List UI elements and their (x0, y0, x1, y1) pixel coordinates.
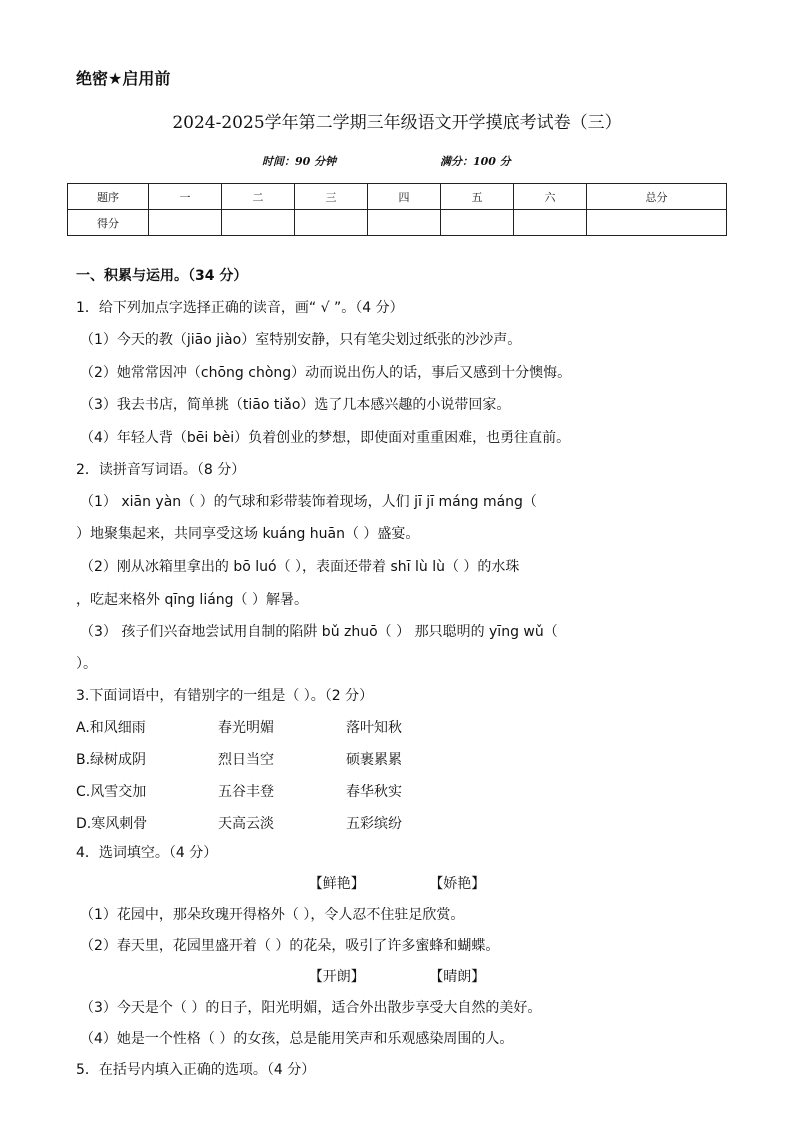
word-choice: 【鲜艳】 (308, 876, 365, 892)
question-line: （1）花园中，那朵玫瑰开得格外（ ），令人忍不住驻足欣赏。 (80, 907, 465, 923)
question-line: （2）刚从冰箱里拿出的 bō luó（ ），表面还带着 shī lù lù（ ）的水珠 (80, 559, 520, 575)
question-line: （2）春天里，花园里盛开着（ ）的花朵，吸引了许多蜜蜂和蝴蝶。 (80, 938, 500, 954)
question-stem: 3.下面词语中，有错别字的一组是（ ）。（2 分） (76, 688, 374, 704)
question-line: ）地聚集起来，共同享受这场 kuáng huān（ ）盛宴。 (76, 526, 420, 542)
word-choices (0, 966, 794, 986)
confidential-label: 绝密★启用前 (76, 69, 171, 88)
table-cell: 五 (441, 184, 514, 210)
score-input-cell[interactable] (587, 210, 727, 236)
question-item: （2）她常常因冲（chōng chòng）动而说出伤人的话，事后又感到十分懊悔。 (80, 365, 572, 381)
question-stem: 2．读拼音写词语。（8 分） (76, 462, 246, 478)
score-table-header-row (68, 184, 727, 210)
option-word: 五彩缤纷 (346, 816, 402, 832)
word-choices (0, 873, 794, 893)
score-input-cell[interactable] (514, 210, 587, 236)
option-word: 硕裹累累 (346, 752, 402, 768)
option-word: 五谷丰登 (218, 784, 274, 800)
question-line: （3） 孩子们兴奋地尝试用自制的陷阱 bǔ zhuō（ ） 那只聪明的 yīng wǔ（ (80, 624, 558, 640)
word-choice: 【开朗】 (308, 969, 365, 985)
option-label: D.寒风刺骨 (76, 816, 148, 832)
score-table (67, 183, 727, 236)
question-line: ）。 (76, 656, 97, 672)
table-cell: 三 (295, 184, 368, 210)
question-item: （3）我去书店，简单挑（tiāo tiǎo）选了几本感兴趣的小说带回家。 (80, 397, 511, 413)
question-item: （4）年轻人背（bēi bèi）负着创业的梦想，即使面对重重困难，也勇往直前。 (80, 430, 571, 446)
question-stem: 1．给下列加点字选择正确的读音，画“ √ ”。（4 分） (76, 300, 404, 316)
score-input-cell[interactable] (295, 210, 368, 236)
table-cell: 四 (368, 184, 441, 210)
question-item: （1）今天的教（jiāo jiào）室特别安静，只有笔尖划过纸张的沙沙声。 (80, 332, 522, 348)
exam-time: 时间：90 分钟 (262, 155, 337, 168)
option-word: 春华秋实 (346, 784, 402, 800)
score-input-cell[interactable] (441, 210, 514, 236)
question-line: （1） xiān yàn（ ）的气球和彩带装饰着现场，人们 jī jī máng máng（ (80, 494, 537, 510)
option-label: C.风雪交加 (76, 784, 147, 800)
section-heading: 一、积累与运用。（34 分） (76, 268, 248, 284)
score-input-cell[interactable] (222, 210, 295, 236)
exam-full-score: 满分：100 分 (440, 155, 511, 168)
word-choice: 【娇艳】 (429, 876, 486, 892)
exam-title: 2024-2025学年第二学期三年级语文开学摸底考试卷（三） (172, 113, 622, 133)
score-table-score-row (68, 210, 727, 236)
option-word: 春光明媚 (218, 720, 274, 736)
question-line: （3）今天是个（ ）的日子，阳光明媚，适合外出散步享受大自然的美好。 (80, 1000, 542, 1016)
question-line: ，吃起来格外 qīng liáng（ ）解暑。 (76, 592, 309, 608)
option-label: A.和风细雨 (76, 720, 146, 736)
question-line: （4）她是一个性格（ ）的女孩，总是能用笑声和乐观感染周围的人。 (80, 1031, 514, 1047)
table-cell: 一 (149, 184, 222, 210)
score-input-cell[interactable] (368, 210, 441, 236)
score-input-cell[interactable] (149, 210, 222, 236)
option-label: B.绿树成阴 (76, 752, 147, 768)
option-word: 天高云淡 (218, 816, 274, 832)
question-stem: 5．在括号内填入正确的选项。（4 分） (76, 1062, 316, 1078)
table-cell: 六 (514, 184, 587, 210)
table-cell: 题序 (68, 184, 149, 210)
option-word: 烈日当空 (218, 752, 274, 768)
table-cell: 总分 (587, 184, 727, 210)
table-cell: 得分 (68, 210, 149, 236)
option-word: 落叶知秋 (346, 720, 402, 736)
word-choice: 【晴朗】 (429, 969, 486, 985)
table-cell: 二 (222, 184, 295, 210)
question-stem: 4．选词填空。（4 分） (76, 845, 218, 861)
